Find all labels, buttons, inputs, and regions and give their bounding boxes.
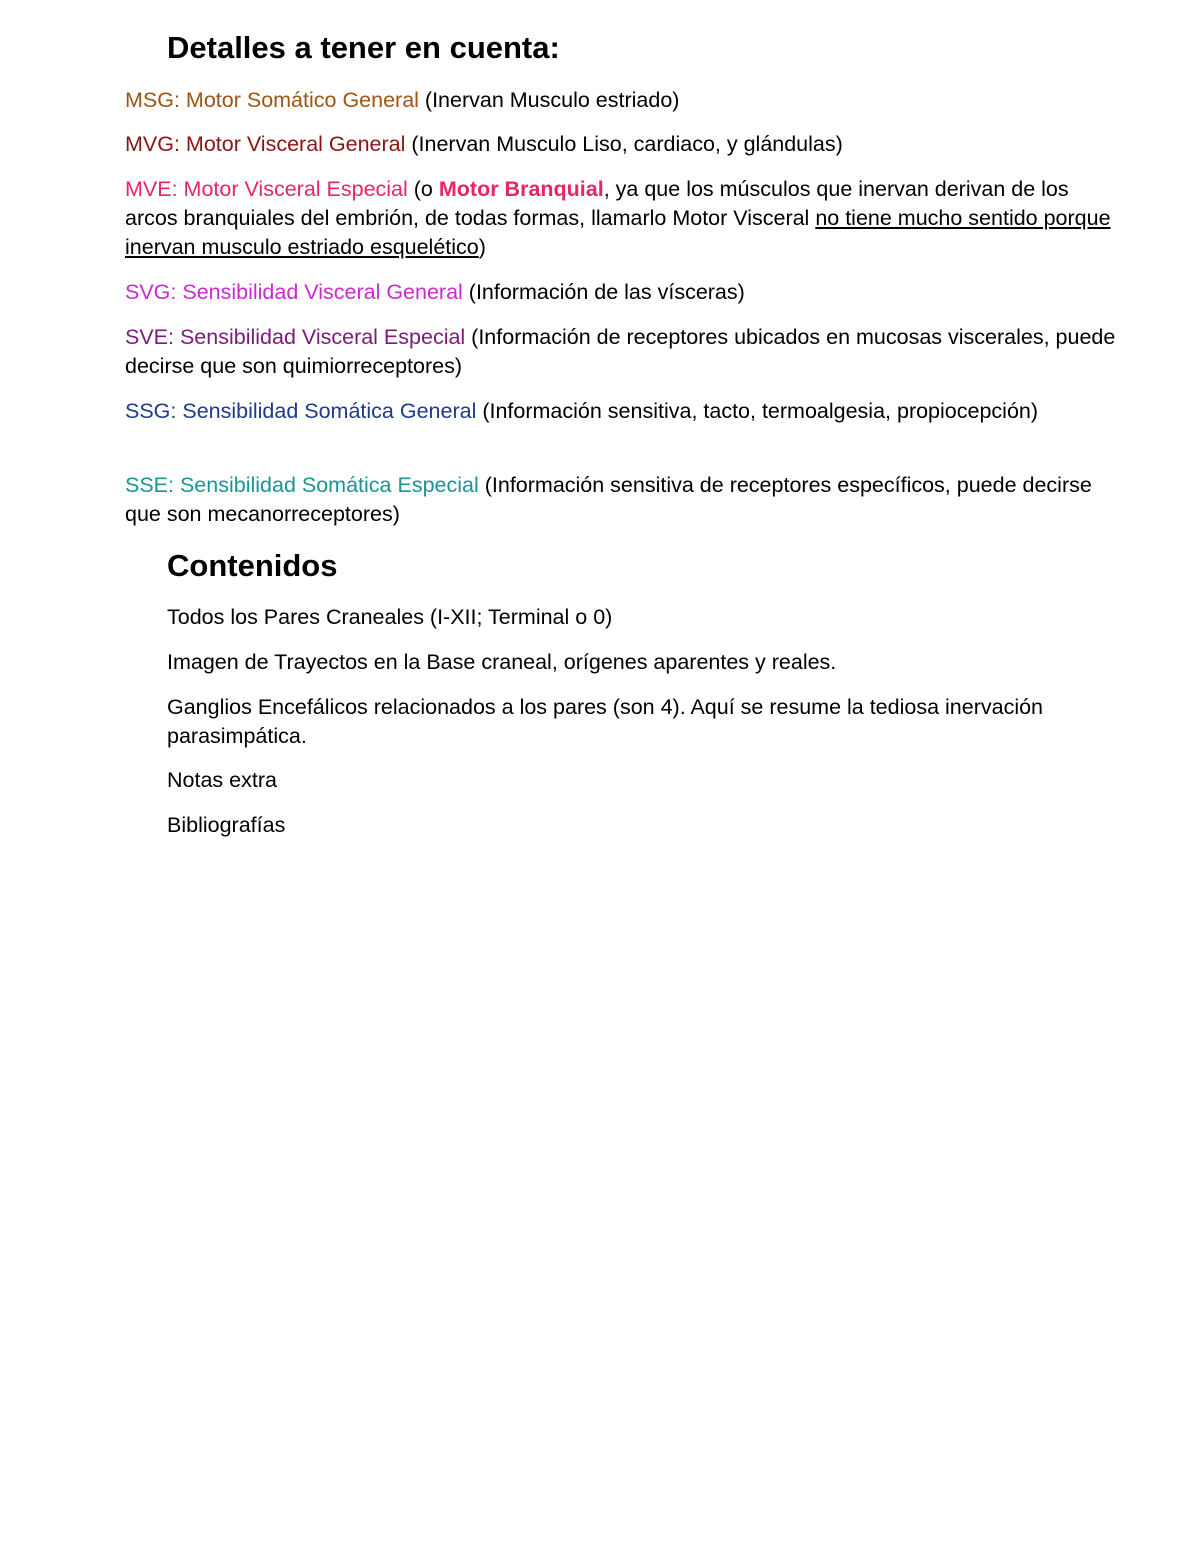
definition-term: MVE: Motor Visceral Especial xyxy=(125,177,408,201)
definition-term: SSE: Sensibilidad Somática Especial xyxy=(125,473,479,497)
definition-description: (Información sensitiva, tacto, termoalgesia, propiocepción) xyxy=(476,399,1039,423)
definition-term: MSG: Motor Somático General xyxy=(125,88,419,112)
definition-description: (o xyxy=(407,177,439,201)
definition-sse xyxy=(125,471,1125,529)
definition-term: SVE: Sensibilidad Visceral Especial xyxy=(125,325,466,349)
definition-mvg xyxy=(125,130,1125,159)
definition-description: (Información de receptores ubicados en mucosas viscerales, puede decirse que son quimiorreceptores) xyxy=(125,325,1116,378)
definition-term: MVG: Motor Visceral General xyxy=(125,132,406,156)
definition-description-end: ) xyxy=(478,235,486,259)
definition-term: SSG: Sensibilidad Somática General xyxy=(125,399,477,423)
definition-description: (Información sensitiva de receptores específicos, puede decirse que son mecanorreceptores) xyxy=(125,473,1092,526)
definition-description: (Inervan Musculo estriado) xyxy=(418,88,680,112)
definition-term: SVG: Sensibilidad Visceral General xyxy=(125,280,463,304)
definition-description: (Inervan Musculo Liso, cardiaco, y glándulas) xyxy=(405,132,843,156)
definition-msg xyxy=(125,86,1125,115)
motor-branquial-bold: Motor Branquial xyxy=(438,177,604,201)
definition-ssg xyxy=(125,397,1125,426)
definition-description-cont: , ya que los músculos que inervan derivan de los arcos branquiales del embrión, de todas formas, llamarlo Motor Visceral xyxy=(125,177,1069,230)
contents-item-ganglios: Ganglios Encefálicos relacionados a los pares (son 4). Aquí se resume la tediosa inervación parasimpática. xyxy=(167,695,1044,748)
definition-description: (Información de las vísceras) xyxy=(462,280,745,304)
contents-item-notas-extra: Notas extra xyxy=(167,768,277,792)
definition-mve xyxy=(125,175,1125,262)
definition-sve xyxy=(125,323,1125,381)
contents-item-bibliografias: Bibliografías xyxy=(167,813,286,837)
underlined-remark: no tiene mucho sentido porque inervan musculo estriado esquelético xyxy=(125,206,1111,259)
contents-item-pares-craneales: Todos los Pares Craneales (I-XII; Terminal o 0) xyxy=(167,605,613,629)
contents-item-trayectos: Imagen de Trayectos en la Base craneal, orígenes aparentes y reales. xyxy=(167,650,837,674)
details-heading: Detalles a tener en cuenta: xyxy=(167,30,560,65)
contents-heading: Contenidos xyxy=(167,548,338,583)
definition-svg xyxy=(125,278,1125,307)
